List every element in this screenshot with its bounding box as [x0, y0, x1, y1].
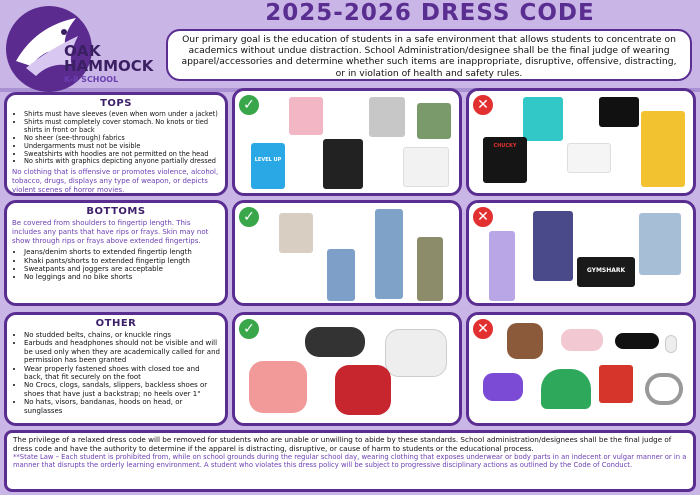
khaki-pants-image [417, 237, 443, 301]
sunglasses-image [615, 333, 659, 349]
bandana-image [599, 365, 633, 403]
list-item: • Wear properly fastened shoes with closed toe and back, that fit securely on the foot [24, 365, 220, 382]
graphic-tee-image [369, 97, 405, 137]
footer-policy [4, 430, 696, 492]
tops-allowed-panel [232, 88, 462, 196]
black-hoodie-image [323, 139, 363, 189]
headphones-image [645, 373, 683, 405]
other-allowed-panel [232, 312, 462, 426]
gym-shorts-image [577, 257, 635, 287]
pink-tshirt-image [289, 97, 323, 135]
logo-line2: HAMMOCK [64, 57, 154, 75]
bottoms-heading: BOTTOMS [86, 206, 146, 217]
tops-note: No clothing that is offensive or promotes violence, alcohol, tobacco, drugs, displays any type of weapon, or depicts violent scenes of horror movies. [12, 168, 219, 194]
bottoms-rules-panel [4, 200, 228, 306]
green-hat-image [541, 369, 591, 409]
shark-tank-top-image [523, 97, 563, 141]
logo-line3: K-8 SCHOOL [64, 75, 119, 84]
intro-statement: Our primary goal is the education of students in a safe environment that allows students to concentrate on academics without undue distraction. School Administration/designee shall be the final judge of wearing apparel/accessories and determine whether such items are inappropriate, disruptive, offensive, distracting, or in violation of health and safety rules. [166, 29, 692, 81]
leggings-image [489, 231, 515, 301]
yellow-hoodie-image [641, 111, 685, 187]
list-item: • Jeans/denim shorts to extended fingertip length [24, 248, 220, 256]
plaid-pants-image [533, 211, 573, 281]
bottoms-prohibited-panel [466, 200, 696, 306]
other-rule-list [12, 331, 220, 415]
bottoms-intro: Be covered from shoulders to fingertip length. This includes any pants that have rips or frays. Skin may not show through rips or frays above extended fingertips. [12, 219, 209, 245]
sandals-image [507, 323, 543, 359]
check-icon: ✓ [238, 94, 260, 116]
list-item: • Sweatpants and joggers are acceptable [24, 265, 220, 273]
other-prohibited-panel [466, 312, 696, 426]
list-item: • No hats, visors, bandanas, hoods on head, or sunglasses [24, 398, 220, 415]
list-item: • Sweatshirts with hoodies are not permitted on the head [24, 151, 220, 159]
chucky-text: CHUCKY [493, 143, 517, 149]
crop-top-image [599, 97, 639, 127]
other-heading: OTHER [95, 318, 137, 329]
check-icon: ✓ [238, 206, 260, 228]
slip-on-shoe-image [305, 327, 365, 357]
pink-sneakers-image [249, 361, 307, 413]
tops-heading: TOPS [100, 98, 132, 109]
white-crop-image [567, 143, 611, 173]
footer-text: The privilege of a relaxed dress code will be removed for students who are unable or unwilling to abide by these standards. School administration/designees shall be the final judge of dress code and have the authority to determine if the apparel is distracting, disruptive, or cause of harm to students or the educational process. [13, 435, 672, 453]
x-icon: ✕ [472, 94, 494, 116]
check-icon: ✓ [238, 318, 260, 340]
bottoms-allowed-panel [232, 200, 462, 306]
list-item: • Earbuds and headphones should not be visible and will be used only when they are academically called for and permission has been granted [24, 339, 220, 364]
x-icon: ✕ [472, 318, 494, 340]
logo-line1: OAK [64, 42, 102, 60]
gymshark-text: GYMSHARK [586, 267, 626, 274]
list-item: • No studded belts, chains, or knuckle rings [24, 331, 220, 339]
kids-jeans-image [327, 249, 355, 301]
school-name [64, 44, 153, 84]
page-title: 2025-2026 DRESS CODE [265, 0, 595, 26]
earbud-image [665, 335, 677, 353]
denim-shorts-image [279, 213, 313, 253]
white-tee-image [403, 147, 449, 187]
school-logo [6, 4, 156, 96]
red-sneakers-image [335, 365, 391, 415]
green-tee-image [417, 103, 451, 139]
chucky-shirt-image [483, 137, 527, 183]
white-sneaker-image [385, 329, 447, 377]
list-item: • Shirts must completely cover stomach. No knots or tied shirts in front or back [24, 119, 220, 135]
list-item: • Undergarments must not be visible [24, 143, 220, 151]
crocs-image [483, 373, 523, 401]
tops-prohibited-panel [466, 88, 696, 196]
bottoms-rule-list [12, 248, 220, 282]
other-rules-panel [4, 312, 228, 426]
tops-rule-list [12, 111, 220, 166]
heels-image [561, 329, 603, 351]
list-item: • No leggings and no bike shorts [24, 273, 220, 281]
tops-rules-panel [4, 92, 228, 196]
x-icon: ✕ [472, 206, 494, 228]
list-item: • No Crocs, clogs, sandals, slippers, backless shoes or shoes that have just a backstrap; no heels over 1" [24, 381, 220, 398]
list-item: • Khaki pants/shorts to extended fingertip length [24, 257, 220, 265]
list-item: • No shirts with graphics depicting anyone partially dressed [24, 158, 220, 166]
list-item: • Shirts must have sleeves (even when worn under a jacket) [24, 111, 220, 119]
ripped-jeans-image [639, 213, 681, 275]
blue-tee-image [251, 143, 285, 189]
level-up-text: LEVEL UP [254, 157, 282, 163]
list-item: • No sheer (see-through) fabrics [24, 135, 220, 143]
jeans-image [375, 209, 403, 299]
state-law-text: **State Law – Each student is prohibited from, while on school grounds during the regular school day, wearing clothing that exposes underwear or body parts in an indecent or vulgar manner or in a manner that disrupts the orderly learning environment. A student who violates this dress policy will be subject to progressive disciplinary actions as outlined by the Code of Conduct. [13, 453, 687, 470]
